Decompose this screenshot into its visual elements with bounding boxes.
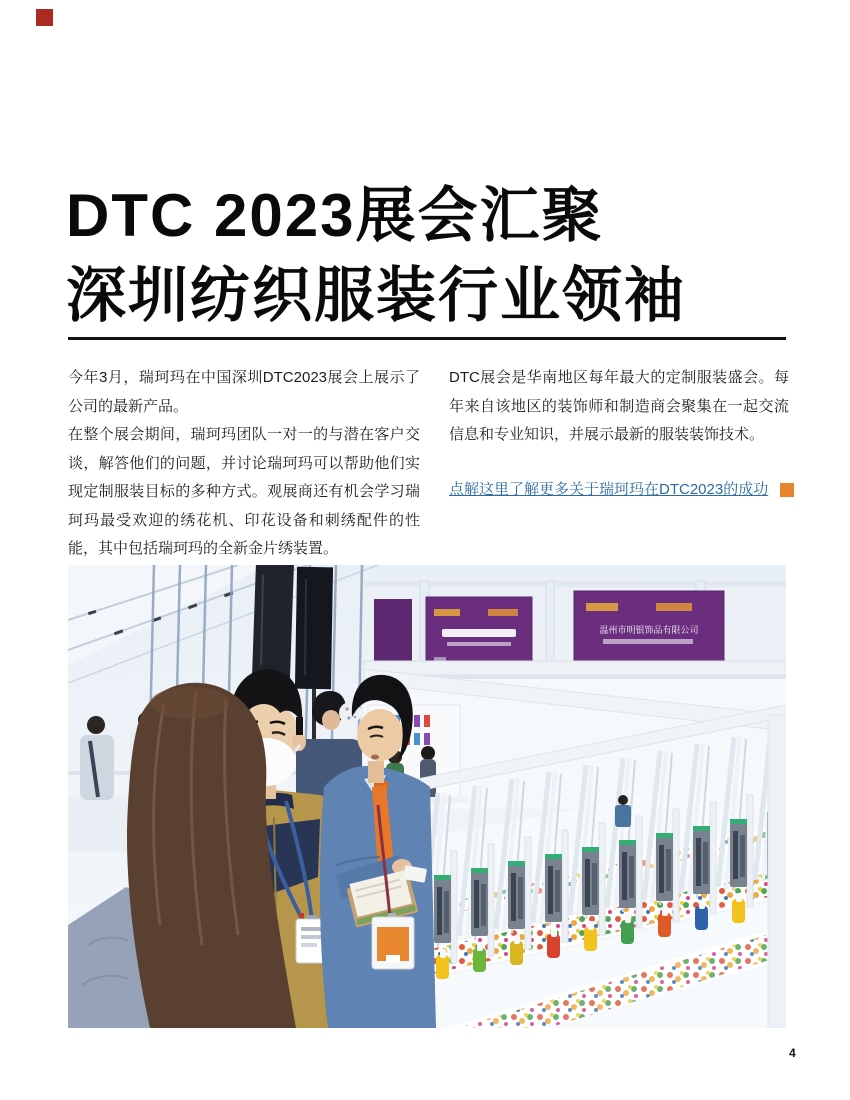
accent-red-square [36, 9, 53, 26]
exhibition-photo-illustration [68, 565, 786, 1028]
page-title [66, 176, 806, 336]
exhibition-photo [68, 565, 786, 1028]
read-more-row [449, 476, 789, 505]
dtc-success-link[interactable]: 点解这里了解更多关于瑞珂玛在DTC2023的成功 [449, 480, 769, 498]
body-paragraph: 在整个展会期间，瑞珂玛团队一对一的与潜在客户交谈，解答他们的问题，并讨论瑞珂玛可以帮助他们实现定制服装目标的多种方式。观展商还有机会学习瑞珂玛最受欢迎的绣花机、印花设备和刺绣配件的性能，其中包括瑞珂玛的全新金片绣装置。 [68, 426, 420, 557]
body-paragraph: DTC展会是华南地区每年最大的定制服装盛会。每年来自该地区的装饰师和制造商会聚集在一起交流信息和专业知识，并展示最新的服装装饰技术。 [449, 369, 789, 443]
badge-orange [372, 913, 414, 969]
headline-divider [68, 337, 786, 340]
body-paragraph: 今年3月，瑞珂玛在中国深圳DTC2023展会上展示了公司的最新产品。 [68, 369, 420, 415]
left-column [68, 364, 420, 564]
banner-company-name: 温州市明银饰品有限公司 [599, 625, 699, 635]
page-number: 4 [789, 1046, 796, 1060]
end-of-article-marker-icon [780, 483, 794, 497]
page-title-line2: 深圳纺织服装行业领袖 [66, 262, 686, 330]
page-title-line1: DTC 2023展会汇聚 [66, 182, 604, 250]
banner-right [574, 591, 724, 669]
right-column [449, 364, 789, 504]
banner-left [426, 597, 532, 669]
